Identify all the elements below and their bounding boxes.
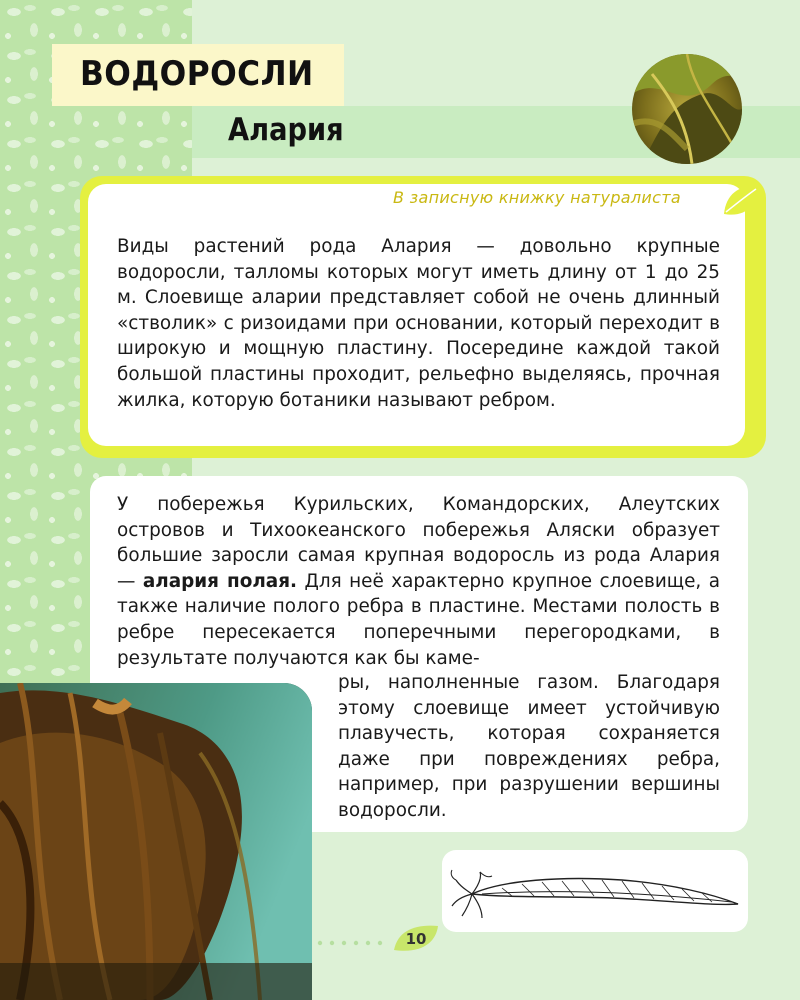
alaria-photo-circle — [632, 54, 742, 164]
page-dots-decoration — [316, 936, 396, 950]
alaria-sketch-drawing — [442, 850, 748, 932]
page-number: 10 — [405, 930, 427, 948]
article-highlight: алария полая. — [142, 570, 298, 592]
kelp-forest-image — [0, 683, 312, 1000]
page-subtitle: Алария — [228, 112, 344, 148]
kelp-underwater-photo — [0, 683, 312, 1000]
article-text-lower: ры, наполненные газом. Благодаря этому слоевище имеет устойчивую плавучесть, которая сохраняется даже при повреждениях ребра, например, при разрушении вершины водоросли. — [338, 672, 720, 821]
article-text-upper — [117, 492, 720, 671]
article-part2: Для неё характерно крупное слоевище, а также наличие полого ребра в пластине. Местами полость в ребре пересекается поперечными перегородками, в результате получаются как бы каме- — [117, 570, 720, 669]
page-title: ВОДОРОСЛИ — [80, 54, 314, 94]
article-part1: У побережья Курильских, Командорских, Алеутских островов и Тихоокеанского побережья Аляски образует большие заросли самая крупная водоросль из рода Алария — — [117, 494, 720, 592]
kelp-closeup-image — [632, 54, 742, 164]
notebook-label: В записную книжку натуралиста — [393, 188, 681, 207]
alaria-sketch-card — [442, 850, 748, 932]
notebook-text: Виды растений рода Алария — довольно крупные водоросли, талломы которых могут иметь длину от 1 до 25 м. Слоевище аларии представляет собой не очень длинный «стволик» с ризоидами при основании, который переходит в широкую и мощную пластину. Посередине каждой такой большой пластины проходит, рельефно выделяясь, прочная жилка, которую ботаники называют ребром. — [117, 236, 720, 411]
leaf-icon — [720, 180, 764, 224]
